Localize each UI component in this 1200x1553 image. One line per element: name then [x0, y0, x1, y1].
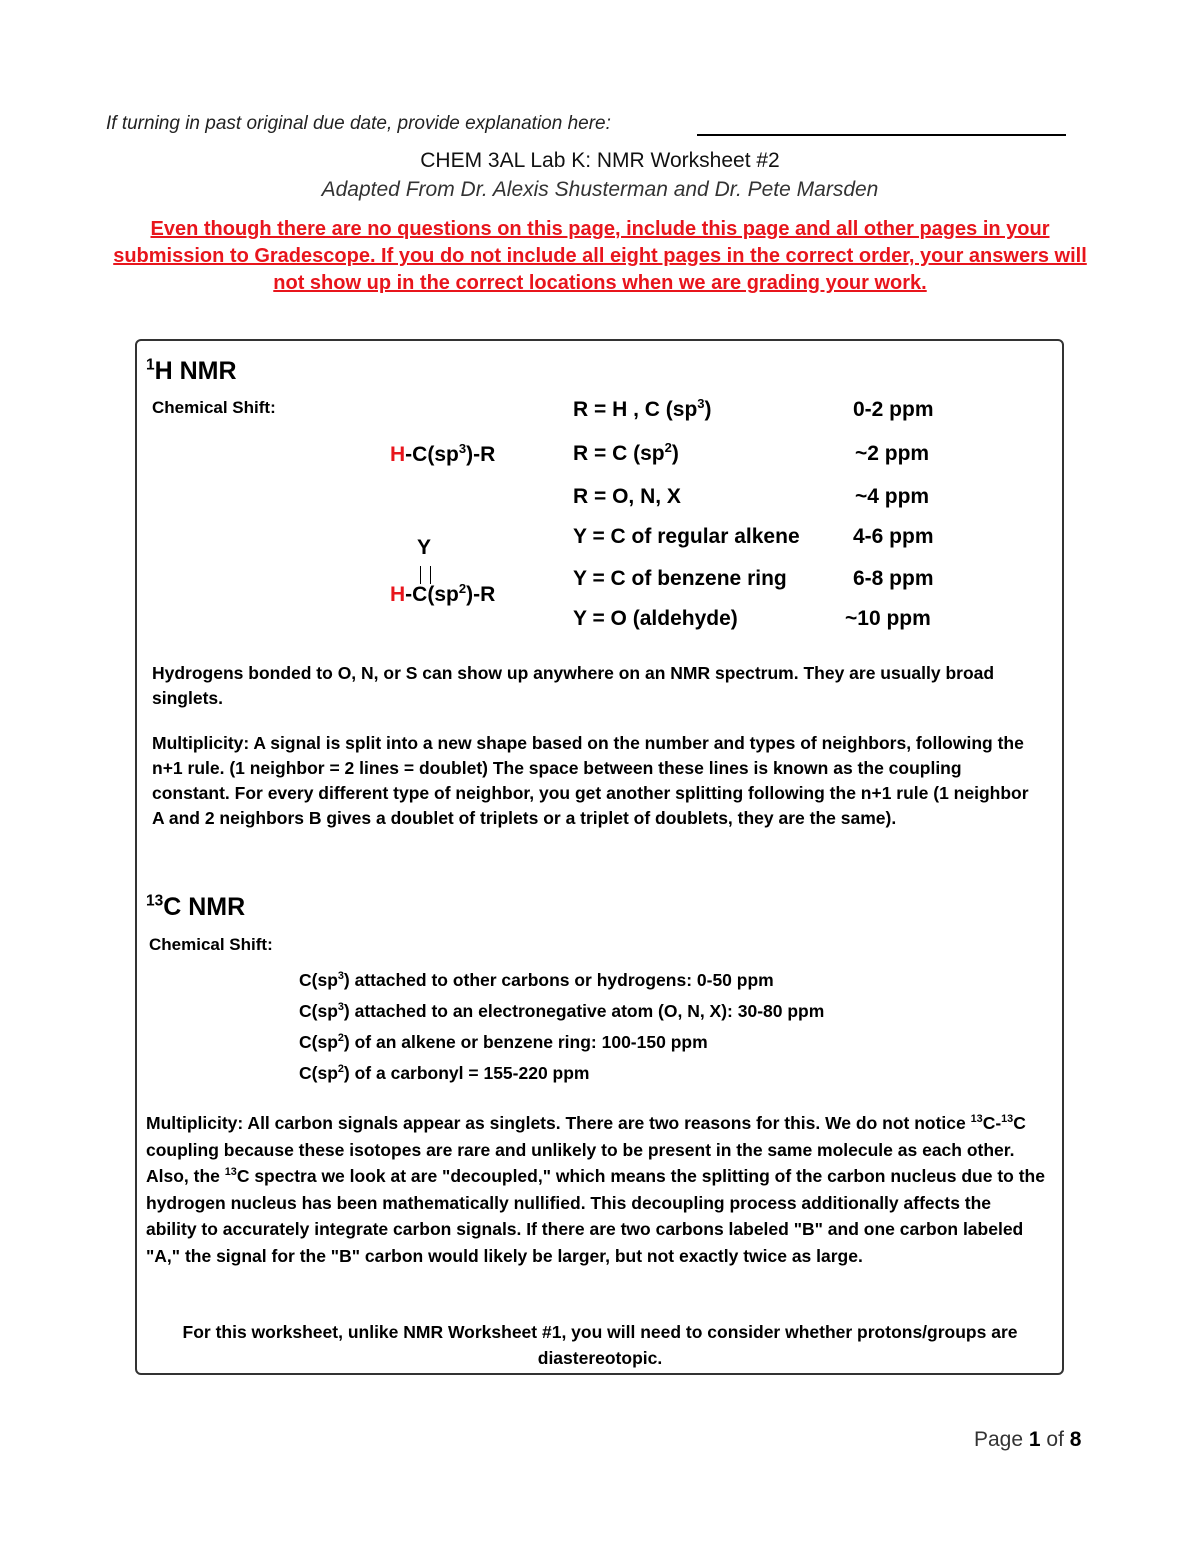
- structure-y-atom: Y: [417, 536, 432, 559]
- shift-condition: Y = O (aldehyde): [573, 607, 738, 630]
- shift-condition: Y = C of regular alkene: [573, 525, 800, 548]
- structure-sp3: $H-C(sp^3)-R$: [390, 441, 496, 466]
- late-explanation-blank[interactable]: [697, 134, 1066, 136]
- h-nmr-heading: $^1$H NMR: [146, 356, 237, 385]
- c-shift-line: $C(sp^3)$ attached to an electronegative atom (O, N, X): 30-80 ppm: [299, 1001, 825, 1021]
- h-multiplicity-paragraph: Multiplicity: A signal is split into a new shape based on the number and types of neighbors, following the n+1 rule. (1 neighbor = 2 lines = doublet) The space between these lines is known as the coupling constant. For every different type of neighbor, you get another splitting following the n+1 rule (1 neighbor A and 2 neighbors B gives a doublet of triplets or a triplet of doublets, they are the same).: [152, 733, 1029, 828]
- c-chem-shift-label: Chemical Shift:: [149, 935, 273, 954]
- c-shift-line: $C(sp^2)$ of a carbonyl = 155-220 ppm: [299, 1063, 590, 1083]
- shift-condition: R = C $(sp^2)$: [573, 440, 679, 465]
- shift-ppm: ~4 ppm: [855, 485, 930, 508]
- worksheet-title: CHEM 3AL Lab K: NMR Worksheet #2: [420, 149, 780, 172]
- worksheet-subtitle: Adapted From Dr. Alexis Shusterman and Dr. Pete Marsden: [321, 178, 879, 201]
- shift-ppm: 6-8 ppm: [853, 567, 934, 590]
- heteroatom-hydrogen-note: Hydrogens bonded to O, N, or S can show up anywhere on an NMR spectrum. They are usually broad singlets.: [152, 663, 995, 708]
- c-multiplicity-paragraph: Multiplicity: All carbon signals appear as singlets. There are two reasons for this. We do not notice $^{13}$C-$^{13}$C coupling because these isotopes are rare and unlikely to be present in the same molecule as each other. Also, the $^{13}$C spectra we look at are "decoupled," which means the splitting of the carbon nucleus due to the hydrogen nucleus has been mathematically nullified. This decoupling process additionally affects the ability to accurately integrate carbon signals. If there are two carbons labeled "B" and one carbon labeled "A," the signal for the "B" carbon would likely be larger, but not exactly twice as large.: [146, 1113, 1045, 1266]
- page-indicator: Page 1 of 8: [974, 1428, 1082, 1451]
- late-explanation-label: If turning in past original due date, provide explanation here:: [106, 113, 611, 134]
- shift-condition: R = H , C $(sp^3)$: [573, 396, 712, 421]
- shift-condition: R = O, N, X: [573, 485, 681, 508]
- submission-warning: Even though there are no questions on this page, include this page and all other pages in your submission to Gradescope. If you do not include all eight pages in the correct order, your answers will not show up in the correct locations when we are grading your work.: [113, 218, 1087, 294]
- double-bond-mark: [420, 566, 431, 584]
- structure-sp2: $H-C(sp^2)-R$: [390, 581, 496, 606]
- shift-ppm: 0-2 ppm: [853, 398, 934, 421]
- shift-ppm: ~10 ppm: [845, 607, 931, 630]
- c-nmr-heading: $^{13}$C NMR: [146, 892, 246, 921]
- h-chem-shift-label: Chemical Shift:: [152, 398, 276, 417]
- shift-condition: Y = C of benzene ring: [573, 567, 787, 590]
- c-shift-line: $C(sp^2)$ of an alkene or benzene ring: 100-150 ppm: [299, 1032, 708, 1052]
- diastereotopic-note: For this worksheet, unlike NMR Worksheet #1, you will need to consider whether protons/groups are diastereotopic.: [182, 1322, 1018, 1368]
- shift-ppm: 4-6 ppm: [853, 525, 934, 548]
- shift-ppm: ~2 ppm: [855, 442, 930, 465]
- c-shift-line: $C(sp^3)$ attached to other carbons or hydrogens: 0-50 ppm: [299, 970, 774, 990]
